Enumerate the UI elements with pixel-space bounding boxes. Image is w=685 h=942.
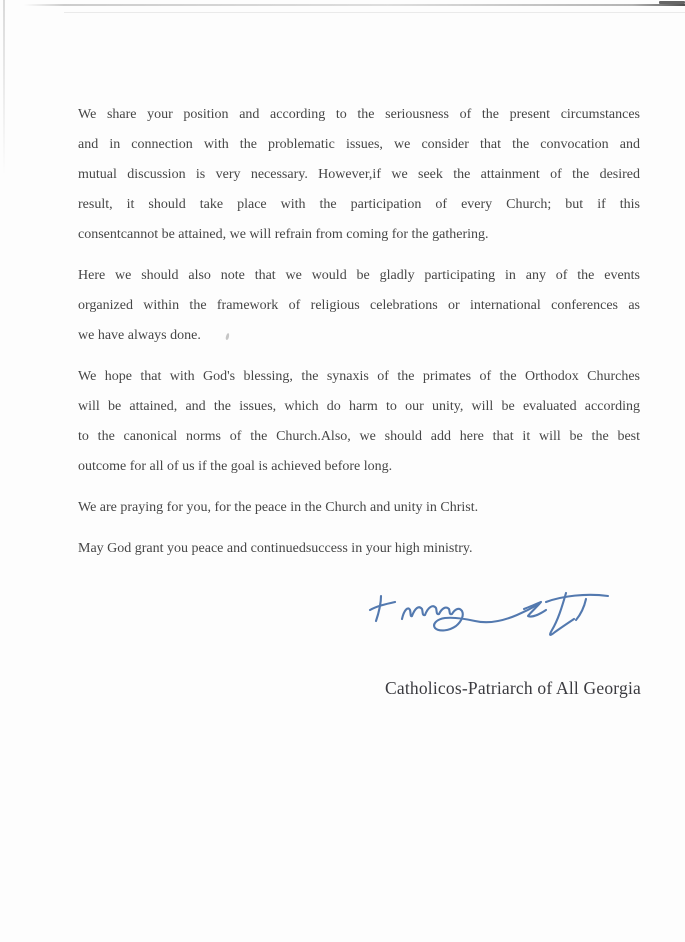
letter-line: result, it should take place with the participation of every Church; but if this bbox=[78, 197, 640, 212]
letter-paragraph bbox=[78, 493, 640, 523]
scan-edge-line-left bbox=[3, 0, 5, 175]
scan-edge-line-top bbox=[24, 4, 685, 6]
letter-line: We are praying for you, for the peace in the Church and unity in Christ. bbox=[78, 500, 479, 515]
letter-line: We share your position and according to the seriousness of the present circumstances bbox=[78, 107, 640, 122]
letter-paragraph bbox=[78, 261, 640, 351]
letter-line: outcome for all of us if the goal is achieved before long. bbox=[78, 459, 393, 474]
letter-line: organized within the framework of religious celebrations or international conferences as bbox=[78, 298, 640, 313]
signature-title: Catholicos-Patriarch of All Georgia bbox=[385, 678, 641, 698]
letter-line: we have always done. bbox=[78, 328, 201, 343]
letter-paragraph bbox=[78, 534, 640, 564]
letter-line: and in connection with the problematic issues, we consider that the convocation and bbox=[78, 137, 640, 152]
scan-corner-mark bbox=[659, 1, 685, 4]
letter-line: consentcannot be attained, we will refrain from coming for the gathering. bbox=[78, 227, 489, 242]
letter-paragraph bbox=[78, 100, 640, 250]
letter-paragraph bbox=[78, 362, 640, 482]
letter-line: We hope that with God's blessing, the synaxis of the primates of the Orthodox Churches bbox=[78, 369, 640, 384]
handwritten-signature-icon bbox=[360, 583, 615, 655]
letter-body bbox=[78, 100, 640, 575]
letter-line: to the canonical norms of the Church.Also, we should add here that it will be the best bbox=[78, 429, 640, 444]
letter-line: will be attained, and the issues, which do harm to our unity, will be evaluated according bbox=[78, 399, 640, 414]
letter-line: mutual discussion is very necessary. However,if we seek the attainment of the desired bbox=[78, 167, 640, 182]
scan-edge-line-top-faint bbox=[64, 12, 685, 13]
letter-line: Here we should also note that we would be gladly participating in any of the events bbox=[78, 268, 640, 283]
letter-line: May God grant you peace and continuedsuccess in your high ministry. bbox=[78, 541, 473, 556]
